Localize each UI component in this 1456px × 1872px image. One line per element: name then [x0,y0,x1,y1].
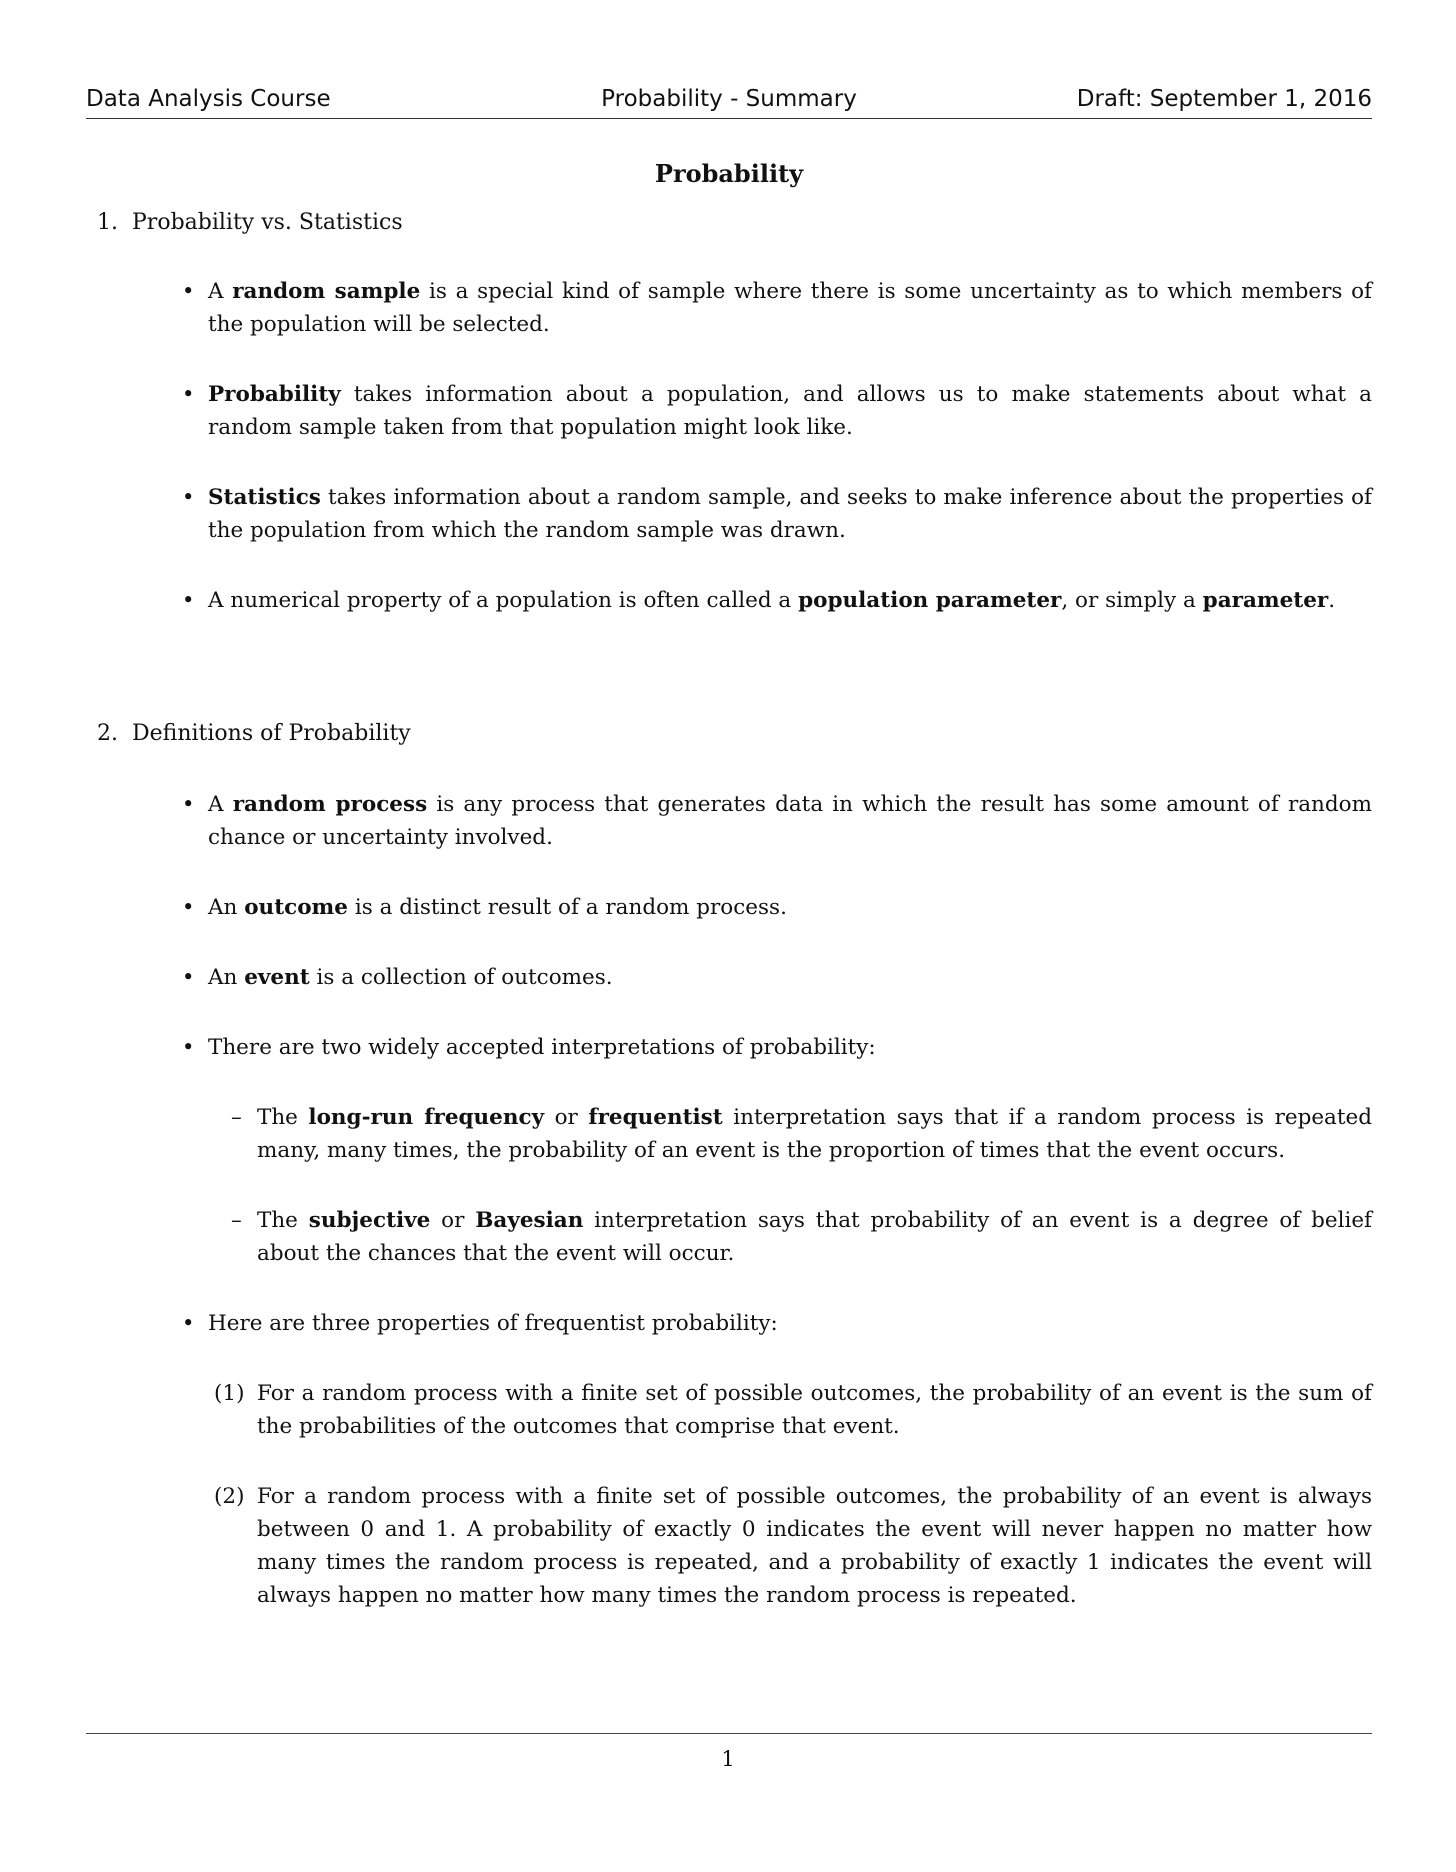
list-item-random-sample [86,275,1372,341]
term-long-run-frequency: long-run frequency [308,1105,545,1130]
footer-rule [86,1733,1372,1734]
text: takes information about a random sample, and seeks to make inference about the properties of the population from which the random sample was drawn. [208,485,1372,543]
term-random-process: random process [232,792,428,817]
list-item-statistics [86,481,1372,547]
text: takes information about a population, and allows us to make statements about what a random sample taken from that population might look like. [208,382,1372,440]
list-item-interpretations [86,1031,1372,1270]
list-item-random-process [86,788,1372,854]
section-title: Definitions of Probability [132,721,411,746]
text: A numerical property of a population is often called a [208,588,799,613]
section-heading-definitions-of-probability [86,721,1372,746]
section-number: 1. [97,210,118,235]
header-course: Data Analysis Course [86,86,331,112]
text: is any process that generates data in which the result has some amount of random chance or uncertainty involved. [208,792,1372,850]
text: or [544,1105,589,1130]
bullet-marker: • [182,1035,195,1059]
property-number: (1) [214,1381,245,1406]
property-item-2 [208,1480,1372,1612]
bullet-marker: • [182,588,195,612]
text: , or simply a [1061,588,1203,613]
section-2-bullet-list [86,788,1372,1612]
section-title: Probability vs. Statistics [132,210,403,235]
list-item-parameter [86,584,1372,617]
bullet-marker: • [182,279,195,303]
page-number: 1 [721,1747,735,1771]
bullet-marker: • [182,1311,195,1335]
term-probability: Probability [208,382,341,407]
text: An [208,965,245,990]
bullet-marker: • [182,485,195,509]
term-frequentist: frequentist [588,1105,723,1130]
text: The [257,1208,309,1233]
text: A [208,279,233,304]
list-item-probability [86,378,1372,444]
bullet-marker: • [182,965,195,989]
term-event: event [244,965,310,990]
term-parameter: parameter [1202,588,1329,613]
text: . [1328,588,1336,613]
bullet-marker: • [182,895,195,919]
text: A [208,792,233,817]
term-population-parameter: population parameter [798,588,1062,613]
text: or [430,1208,476,1233]
text: is a distinct result of a random process. [347,895,787,920]
term-subjective: subjective [308,1208,431,1233]
term-statistics: Statistics [208,485,321,510]
document-page [86,84,1372,1612]
list-item-outcome [86,891,1372,924]
dash-marker: – [231,1208,242,1233]
term-bayesian: Bayesian [475,1208,584,1233]
text: The [257,1105,309,1130]
text: interpretation says that probability of an event is a degree of belief about the chances that the event will occur. [257,1208,1373,1266]
interpretations-list [208,1101,1372,1270]
text: For a random process with a finite set of possible outcomes, the probability of an event is the sum of the probabilities of the outcomes that comprise that event. [257,1381,1372,1439]
list-item-properties [86,1307,1372,1612]
section-heading-probability-vs-statistics [86,210,1372,235]
page-title: Probability [654,159,804,188]
dash-marker: – [231,1105,242,1130]
list-item-event [86,961,1372,994]
list-item-bayesian [208,1204,1372,1270]
text: Here are three properties of frequentist probability: [208,1311,778,1336]
section-number: 2. [97,721,118,746]
term-outcome: outcome [244,895,348,920]
bullet-marker: • [182,792,195,816]
running-header [86,84,1372,119]
property-item-1 [208,1377,1372,1443]
text: is a special kind of sample where there is some uncertainty as to which members of the population will be selected. [208,279,1372,337]
text: interpretation says that if a random process is repeated many, many times, the probability of an event is the proportion of times that the event occurs. [257,1105,1373,1163]
properties-list [208,1377,1372,1612]
text: For a random process with a finite set of possible outcomes, the probability of an event is always between 0 and 1. A probability of exactly 0 indicates the event will never happen no matter how many times the random process is repeated, and a probability of exactly 1 indicates the event will always happen no matter how many times the random process is repeated. [257,1484,1372,1608]
list-item-frequentist [208,1101,1372,1167]
text: There are two widely accepted interpretations of probability: [208,1035,876,1060]
header-topic: Probability - Summary [601,86,857,112]
term-random-sample: random sample [232,279,421,304]
header-draft-date: Draft: September 1, 2016 [1076,86,1372,112]
bullet-marker: • [182,382,195,406]
property-number: (2) [214,1484,245,1509]
text: is a collection of outcomes. [309,965,613,990]
text: An [208,895,245,920]
section-1-bullet-list [86,275,1372,617]
